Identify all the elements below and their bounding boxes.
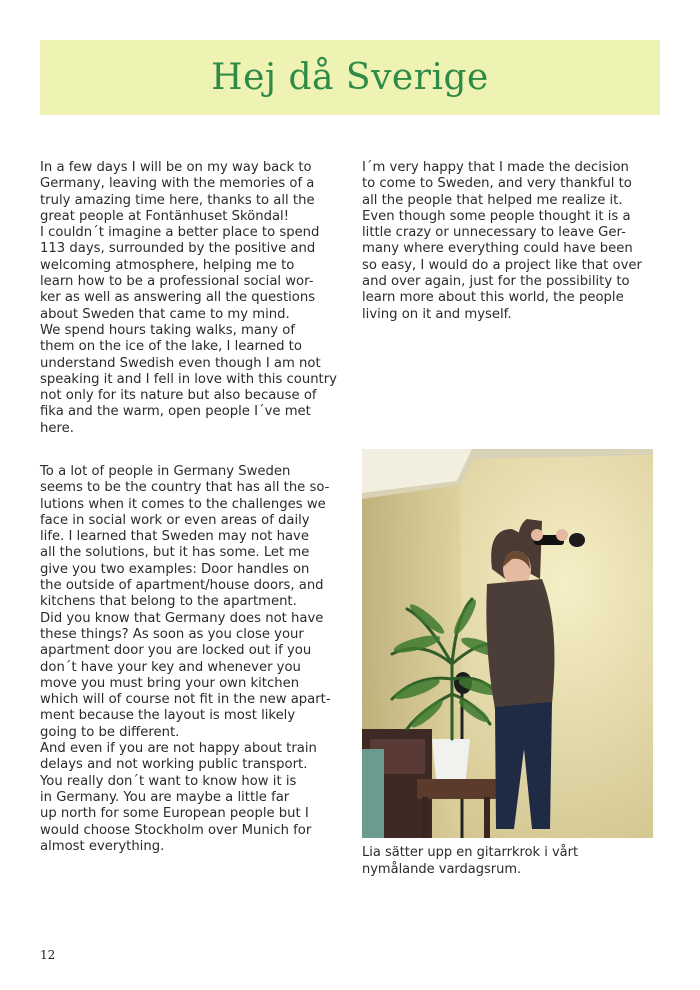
right-column <box>362 160 664 323</box>
left-column-top <box>40 160 342 437</box>
title-banner <box>40 40 660 115</box>
left-column-bottom <box>40 464 342 855</box>
closing-paragraph: I´m very happy that I made the decision to come to Sweden, and very thankful to all the people that helped me realize it. Even though some people thought it is a little crazy or unnecessary to leave Ger- many where everything could have been so easy, I would do a project like that over and over again, just for the possibility to learn more about this world, the people living on it and myself. <box>362 160 642 322</box>
page-number: 12 <box>40 948 56 962</box>
page-title: Hej då Sverige <box>211 57 489 98</box>
photo-caption: Lia sätter upp en gitarrkrok i vårt nymålande vardagsrum. <box>362 845 579 877</box>
living-room-photo <box>362 449 653 838</box>
photo-illustration <box>362 449 653 838</box>
germany-sweden-paragraph: To a lot of people in Germany Sweden seems to be the country that has all the so- lutions when it comes to the challenges we face in social work or even areas of daily life. I learned that Sweden may not have all the solutions, but it has some. Let me give you two examples: Door handles on the outside of apartment/house doors, and kitchens that belong to the apartment. Did you know that Germany does not have these things? As soon as you close your apartment door you are locked out if you don´t have your key and whenever you move you must bring your own kitchen which will of course not fit in the new apart- ment because the layout is most likely going to be different. And even if you are not happy about train delays and not working public transport. You really don´t want to know how it is in Germany. You are maybe a little far up north for some European people but I would choose Stockholm over Munich for almost everything. <box>40 464 331 854</box>
intro-paragraph: In a few days I will be on my way back to Germany, leaving with the memories of a truly amazing time here, thanks to all the great people at Fontänhuset Sköndal! I couldn´t imagine a better place to spend 113 days, surrounded by the positive and welcoming atmosphere, helping me to learn how to be a professional social wor- ker as well as answering all the questions about Sweden that came to my mind. We spend hours taking walks, many of them on the ice of the lake, I learned to understand Swedish even though I am not speaking it and I fell in love with this country not only for its nature but also because of fika and the warm, open people I´ve met here. <box>40 160 337 436</box>
